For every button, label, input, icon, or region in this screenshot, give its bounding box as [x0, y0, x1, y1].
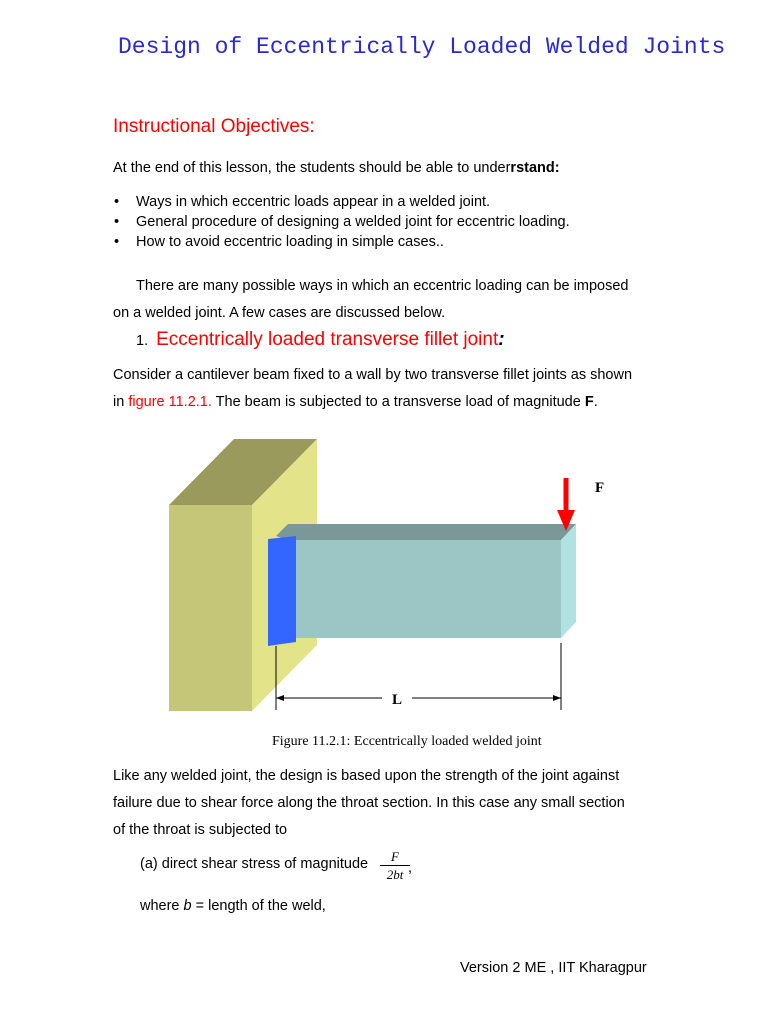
figure-reference-link[interactable]: figure 11.2.1. [128, 394, 212, 410]
dimension-arrowhead-right [553, 695, 561, 701]
intro-bold: rstand: [510, 160, 560, 176]
page-footer: Version 2 ME , IIT Kharagpur [460, 960, 647, 976]
beam-front-face [283, 540, 561, 638]
list-item-text: Ways in which eccentric loads appear in a welded joint. [136, 194, 491, 210]
list-item-text: How to avoid eccentric loading in simple cases.. [136, 234, 444, 250]
page-title: Design of Eccentrically Loaded Welded Joints [118, 34, 726, 60]
para-line: on a welded joint. A few cases are discussed below. [113, 305, 446, 321]
where-text: where [140, 898, 184, 914]
weld-length-symbol: b [183, 898, 192, 914]
section-title: Eccentrically loaded transverse fillet joint [156, 329, 499, 350]
length-label: L [391, 692, 403, 708]
fraction-bar [380, 865, 410, 866]
fraction-numerator: F [391, 849, 399, 864]
intro-text: At the end of this lesson, the students should be able to under [113, 160, 511, 176]
item-comma: , [408, 860, 413, 876]
bullet-icon: • [114, 234, 120, 250]
where-text: = length of the weld, [191, 898, 326, 914]
beam-end-face [561, 524, 576, 638]
para-line: There are many possible ways in which an eccentric loading can be imposed [136, 278, 629, 294]
para-line: Consider a cantilever beam fixed to a wall by two transverse fillet joints as shown [113, 367, 633, 383]
para-text: The beam is subjected to a transverse load of magnitude [211, 394, 585, 410]
dimension-arrowhead-left [276, 695, 284, 701]
objectives-heading: Instructional Objectives: [113, 116, 315, 137]
where-definition [140, 898, 326, 914]
shear-stress-fraction [380, 849, 413, 882]
list-item-text: General procedure of designing a welded joint for eccentric loading. [136, 214, 570, 230]
para-text: . [593, 394, 598, 410]
section-colon: : [498, 329, 505, 350]
para-text: in [113, 394, 129, 410]
para-line: failure due to shear force along the throat section. In this case any small section [113, 795, 625, 811]
direct-shear-item: (a) direct shear stress of magnitude [140, 856, 369, 872]
section-number: 1. [136, 333, 149, 349]
para-line: of the throat is subjected to [113, 822, 288, 838]
beam-top-face [276, 524, 576, 540]
weld-bead [268, 536, 296, 646]
wall-front-face [169, 505, 252, 711]
figure-caption: Figure 11.2.1: Eccentrically loaded welded joint [272, 734, 542, 749]
bullet-icon: • [114, 194, 120, 210]
fraction-denominator: 2bt [386, 867, 404, 882]
design-paragraph [113, 763, 673, 844]
force-label: F [595, 480, 605, 496]
bullet-icon: • [114, 214, 120, 230]
force-symbol: F [584, 394, 594, 410]
para-line: Like any welded joint, the design is based upon the strength of the joint against [113, 768, 620, 784]
